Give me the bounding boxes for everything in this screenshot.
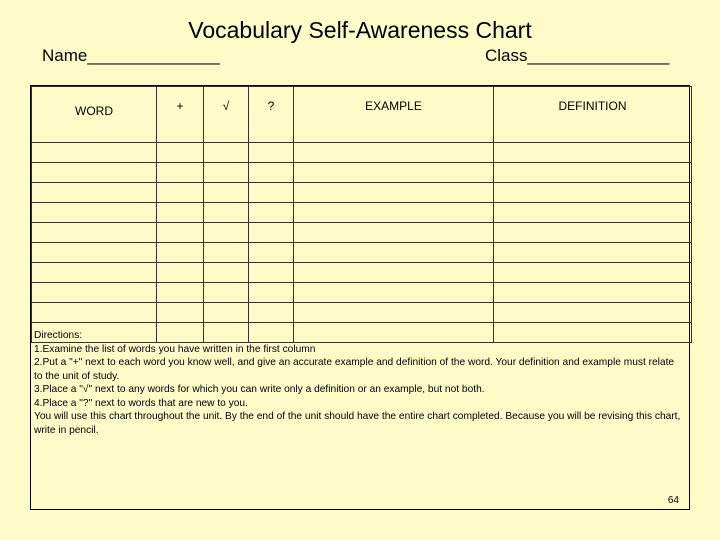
example-cell[interactable] — [294, 163, 494, 183]
definition-cell[interactable] — [494, 223, 692, 243]
table-row — [32, 163, 692, 183]
question-cell[interactable] — [249, 223, 294, 243]
definition-cell[interactable] — [494, 163, 692, 183]
question-cell[interactable] — [249, 303, 294, 323]
column-header-example: EXAMPLE — [294, 87, 494, 143]
column-header-definition: DEFINITION — [494, 87, 692, 143]
chart-table — [31, 86, 692, 343]
word-cell[interactable] — [32, 283, 157, 303]
definition-cell[interactable] — [494, 303, 692, 323]
table-row — [32, 183, 692, 203]
word-cell[interactable] — [32, 243, 157, 263]
check-cell[interactable] — [204, 223, 249, 243]
check-cell[interactable] — [204, 183, 249, 203]
example-cell[interactable] — [294, 243, 494, 263]
direction-step: 4.Place a "?" next to words that are new to you. — [34, 397, 248, 409]
direction-step: 1.Examine the list of words you have written in the first column — [34, 343, 316, 355]
check-cell[interactable] — [204, 243, 249, 263]
check-cell[interactable] — [204, 303, 249, 323]
definition-cell[interactable] — [494, 143, 692, 163]
definition-cell[interactable] — [494, 263, 692, 283]
direction-note: You will use this chart throughout the unit. By the end of the unit should have the entire chart completed. Because you will be revising this chart, write in pencil. — [34, 411, 681, 436]
directions-block — [34, 329, 684, 437]
definition-cell[interactable] — [494, 183, 692, 203]
word-cell[interactable] — [32, 163, 157, 183]
table-row — [32, 203, 692, 223]
definition-cell[interactable] — [494, 203, 692, 223]
check-cell[interactable] — [204, 283, 249, 303]
column-header-check: √ — [204, 87, 249, 143]
direction-step: 2.Put a "+" next to each word you know well, and give an accurate example and definition of the word. Your definition and example must relate to the unit of study. — [34, 357, 675, 382]
question-cell[interactable] — [249, 203, 294, 223]
example-cell[interactable] — [294, 183, 494, 203]
name-field-label: Name______________ — [42, 46, 220, 65]
word-cell[interactable] — [32, 203, 157, 223]
column-header-plus: + — [157, 87, 204, 143]
column-header-question: ? — [249, 87, 294, 143]
plus-cell[interactable] — [157, 283, 204, 303]
page-title: Vocabulary Self-Awareness Chart — [188, 17, 532, 43]
definition-cell[interactable] — [494, 243, 692, 263]
check-cell[interactable] — [204, 143, 249, 163]
plus-cell[interactable] — [157, 203, 204, 223]
plus-cell[interactable] — [157, 263, 204, 283]
question-cell[interactable] — [249, 183, 294, 203]
word-cell[interactable] — [32, 303, 157, 323]
word-cell[interactable] — [32, 143, 157, 163]
plus-cell[interactable] — [157, 163, 204, 183]
check-cell[interactable] — [204, 263, 249, 283]
vocabulary-chart — [30, 85, 690, 510]
table-row — [32, 223, 692, 243]
plus-cell[interactable] — [157, 183, 204, 203]
table-row — [32, 243, 692, 263]
table-row — [32, 303, 692, 323]
example-cell[interactable] — [294, 143, 494, 163]
class-field-label: Class_______________ — [485, 46, 670, 65]
question-cell[interactable] — [249, 283, 294, 303]
check-cell[interactable] — [204, 203, 249, 223]
question-cell[interactable] — [249, 143, 294, 163]
example-cell[interactable] — [294, 223, 494, 243]
check-cell[interactable] — [204, 163, 249, 183]
word-cell[interactable] — [32, 263, 157, 283]
direction-step: 3.Place a "√" next to any words for which you can write only a definition or an example, but not both. — [34, 384, 485, 395]
table-row — [32, 143, 692, 163]
question-cell[interactable] — [249, 163, 294, 183]
plus-cell[interactable] — [157, 223, 204, 243]
example-cell[interactable] — [294, 283, 494, 303]
page-number: 64 — [667, 495, 679, 506]
word-cell[interactable] — [32, 223, 157, 243]
plus-cell[interactable] — [157, 143, 204, 163]
example-cell[interactable] — [294, 203, 494, 223]
plus-cell[interactable] — [157, 303, 204, 323]
table-row — [32, 283, 692, 303]
word-cell[interactable] — [32, 183, 157, 203]
definition-cell[interactable] — [494, 283, 692, 303]
example-cell[interactable] — [294, 303, 494, 323]
directions-heading: Directions: — [34, 330, 83, 341]
column-header-word: WORD — [32, 87, 157, 143]
plus-cell[interactable] — [157, 243, 204, 263]
question-cell[interactable] — [249, 243, 294, 263]
example-cell[interactable] — [294, 263, 494, 283]
question-cell[interactable] — [249, 263, 294, 283]
table-row — [32, 263, 692, 283]
